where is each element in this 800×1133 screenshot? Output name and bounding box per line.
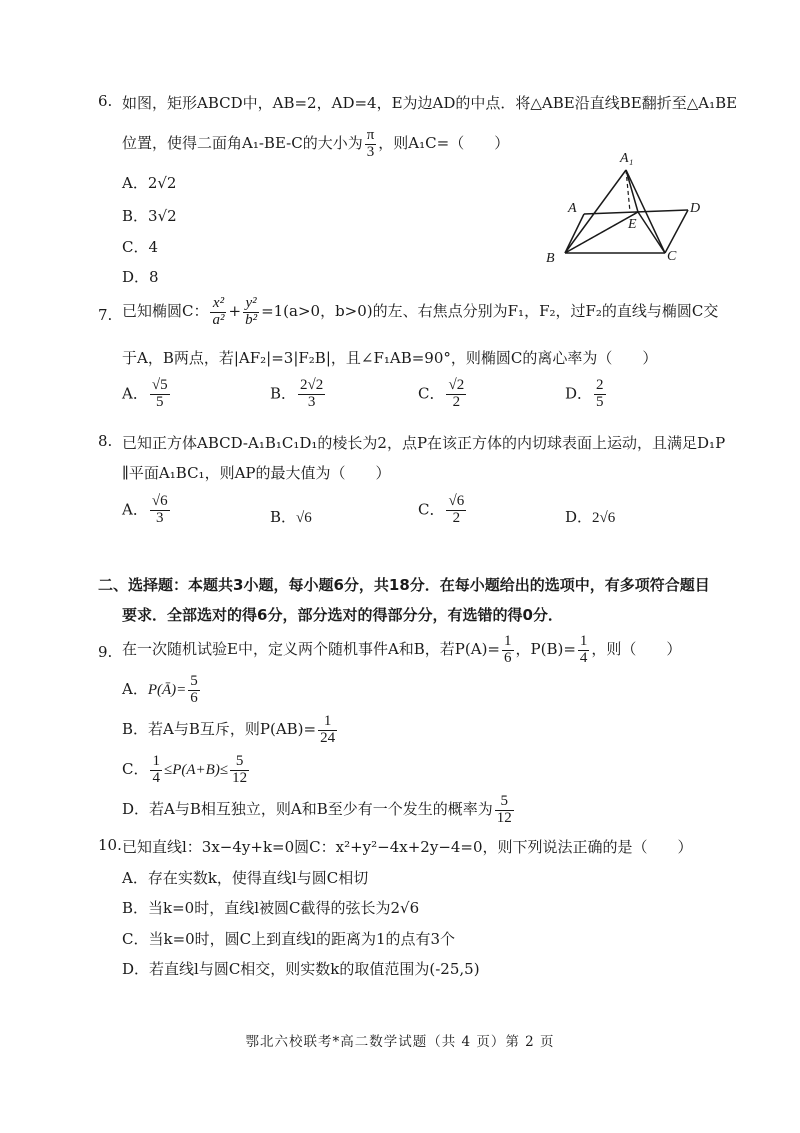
q7-stem-line2: 于A，B两点，若|AF₂|=3|F₂B|，且∠F₁AB=90°，则椭圆C的离心率为（ ）: [122, 349, 658, 367]
q9-option-c-left-frac: [150, 754, 162, 787]
q10-option-a: A．存在实数k，使得直线l与圆C相切: [122, 869, 369, 887]
q9-option-b-pre: B．若A与B互斥，则P(AB)=: [122, 720, 317, 738]
q8-option-a-label: A．: [122, 500, 148, 519]
q7-option-a-label: A．: [122, 384, 148, 403]
q7-stem-post: =1(a>0，b>0)的左、右焦点分别为F₁，F₂，过F₂的直线与椭圆C交: [261, 302, 719, 320]
q6-figure: [540, 148, 715, 266]
q6-label-a1: A₁: [620, 151, 634, 166]
q9-pb-frac: [578, 634, 590, 667]
q7-option-c-label: C．: [418, 384, 445, 403]
q7-option-b-num: 2√2: [300, 377, 324, 393]
q8-option-b-label: B．: [270, 508, 297, 526]
q9-option-d: [122, 792, 516, 826]
q6-option-a: A．2√2: [122, 174, 177, 192]
q9-pa-num: 1: [504, 632, 512, 649]
q7-option-b-den: 3: [307, 393, 316, 410]
q7-option-d-frac: [594, 378, 606, 411]
q9-option-a-den: 6: [190, 689, 198, 706]
section2-line2: 要求．全部选对的得6分，部分选对的得部分分，有选错的得0分．: [122, 606, 563, 624]
q6-frac-num: π: [366, 126, 375, 143]
q6-label-e: E: [628, 217, 637, 232]
q9-stem-post: ，则（ ）: [591, 640, 682, 658]
q6-option-d: D．8: [122, 268, 159, 286]
q6-stem-line2-pre: 位置，使得二面角A₁-BE-C的大小为: [122, 134, 363, 152]
q9-stem: [122, 632, 681, 666]
q6-stem-line2: [122, 126, 509, 160]
q9-option-c-left-num: 1: [152, 752, 160, 769]
q9-option-b-num: 1: [318, 714, 337, 731]
q7-option-d: [565, 378, 608, 411]
q9-option-c-right-den: 12: [232, 769, 248, 786]
q10-option-c: C．当k=0时，圆C上到直线l的距离为1的点有3个: [122, 930, 456, 948]
q9-option-b-den: 24: [320, 729, 336, 746]
q8-option-c-frac: [446, 494, 466, 527]
q8-stem-line1: 已知正方体ABCD-A₁B₁C₁D₁的棱长为2，点P在该正方体的内切球表面上运动，且满足D₁P: [122, 434, 726, 452]
q6-label-b: B: [546, 251, 555, 266]
q6-label-d: D: [690, 201, 701, 216]
q8-stem-line2: ∥平面A₁BC₁，则AP的最大值为（ ）: [122, 464, 391, 482]
q8-option-d-value: 2√6: [592, 510, 616, 526]
q6-option-c: C．4: [122, 238, 159, 256]
q6-stem-line2-post: ，则A₁C=（ ）: [378, 134, 510, 152]
q9-option-a-frac: [188, 674, 200, 707]
q9-pb-num: 1: [579, 632, 588, 649]
q9-pb-den: 4: [579, 649, 588, 666]
q7-option-a: [122, 378, 172, 411]
q9-option-a-label: A．: [122, 680, 148, 698]
q9-option-d-pre: D．若A与B相互独立，则A和B至少有一个发生的概率为: [122, 800, 493, 818]
q9-option-b: [122, 712, 339, 746]
q7-stem-pre: 已知椭圆C：: [122, 302, 209, 320]
q8-option-d: [565, 506, 615, 527]
q7-frac-y-num: y²: [243, 296, 259, 313]
q6-number: 6.: [98, 92, 113, 110]
q8-option-c-label: C．: [418, 500, 445, 519]
q8-number: 8.: [98, 432, 113, 450]
q6-label-c: C: [667, 249, 677, 264]
q7-option-b-frac: [298, 378, 325, 411]
q6-edge-cd: [665, 210, 688, 253]
q7-option-c: [418, 378, 468, 411]
q9-option-d-frac: [495, 794, 514, 827]
q6-label-a: A: [568, 201, 577, 216]
q7-option-c-den: 2: [452, 393, 461, 410]
q7-frac-x: [210, 296, 226, 329]
q8-option-c-den: 2: [452, 509, 461, 526]
q9-option-c: [122, 752, 251, 787]
q8-option-b: [270, 506, 312, 527]
q9-pa-frac: [502, 634, 514, 667]
q7-number: 7.: [98, 306, 113, 324]
q9-option-a: [122, 672, 202, 707]
q9-option-a-num: 5: [190, 672, 198, 689]
q7-option-a-frac: [150, 378, 170, 411]
q8-option-d-label: D．: [565, 508, 593, 526]
q9-option-c-right-num: 5: [230, 754, 249, 771]
q7-option-d-label: D．: [565, 384, 593, 403]
q7-option-a-num: √5: [151, 377, 168, 393]
q9-stem-mid: ，P(B)=: [515, 640, 576, 658]
q7-option-a-den: 5: [155, 393, 164, 410]
q7-frac-x-num: x²: [210, 296, 226, 313]
q9-option-c-left-den: 4: [152, 769, 160, 786]
q9-option-c-label: C．: [122, 760, 149, 778]
q8-option-a-den: 3: [155, 509, 164, 526]
q7-frac-x-den: a²: [212, 311, 225, 328]
q9-option-d-num: 5: [495, 794, 514, 811]
q7-stem-line1: 已知椭圆C： $\frac{\text{x²}}{\text{a²}}$ + $\frac{\text{y²}}{\text{b²}}$ =1(a>0，b>0)的左、右焦点分别为F₁，F₂，过F₂的直线与椭圆C交: [122, 294, 719, 328]
q7-option-d-num: 2: [596, 377, 604, 393]
q6-angle-fraction: [365, 128, 377, 161]
q6-option-b: B．3√2: [122, 207, 177, 225]
q9-option-a-pre: P(Ā)=: [147, 682, 187, 698]
q9-option-c-right-frac: [230, 754, 249, 787]
q7-frac-y: [243, 296, 259, 329]
q7-option-b-label: B．: [270, 384, 297, 403]
q8-option-a-frac: [150, 494, 170, 527]
q8-option-a: [122, 494, 172, 527]
q9-option-d-den: 12: [496, 809, 512, 826]
q10-number: 10.: [98, 836, 122, 854]
q8-option-c: [418, 494, 468, 527]
q7-option-c-num: √2: [448, 377, 465, 393]
q9-pa-den: 6: [504, 649, 512, 666]
q10-option-b: B．当k=0时，直线l被圆C截得的弦长为2√6: [122, 899, 420, 917]
q6-frac-den: 3: [366, 143, 375, 160]
q6-edge-ec: [638, 212, 665, 253]
q9-stem-pre: 在一次随机试验E中，定义两个随机事件A和B，若P(A)=: [122, 640, 501, 658]
q9-number: 9.: [98, 643, 113, 661]
q10-option-d: D．若直线l与圆C相交，则实数k的取值范围为(-25,5): [122, 960, 480, 978]
q9-option-b-frac: [318, 714, 337, 747]
section2-line1: 二、选择题：本题共3小题，每小题6分，共18分．在每小题给出的选项中，有多项符合题目: [98, 576, 710, 594]
q7-option-b: [270, 378, 327, 411]
q8-option-b-value: √6: [296, 510, 312, 526]
q8-option-a-num: √6: [151, 493, 168, 509]
q7-option-d-den: 5: [596, 393, 604, 410]
q10-stem: 已知直线l：3x−4y+k=0圆C：x²+y²−4x+2y−4=0，则下列说法正确的是（ ）: [122, 838, 693, 856]
page-footer: 鄂北六校联考*高二数学试题（共 4 页）第 2 页: [245, 1034, 555, 1050]
q9-option-c-mid: ≤P(A+B)≤: [163, 762, 229, 778]
q6-stem-line1: 如图，矩形ABCD中，AB=2，AD=4，E为边AD的中点．将△ABE沿直线BE翻折至△A₁BE: [122, 94, 738, 112]
q8-option-c-num: √6: [448, 493, 465, 509]
q7-option-c-frac: [446, 378, 466, 411]
q7-frac-y-den: b²: [245, 311, 258, 328]
